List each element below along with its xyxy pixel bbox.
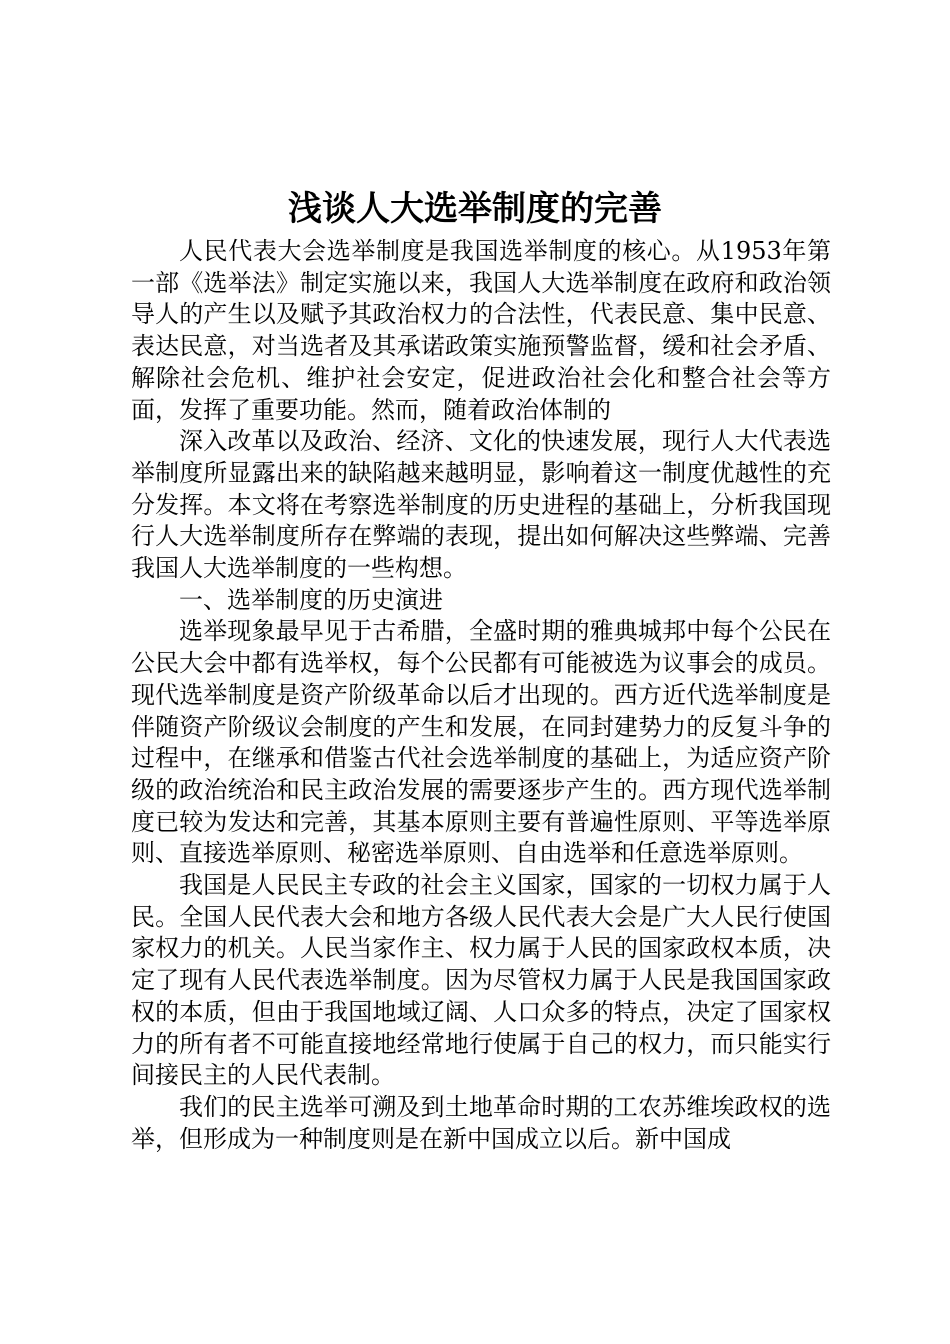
paragraph: 我们的民主选举可溯及到土地革命时期的工农苏维埃政权的选举，但形成为一种制度则是在新中国成立以后。新中国成 [131, 1092, 831, 1153]
document-title: 浅谈人大选举制度的完善 [288, 189, 662, 229]
section-heading: 一、选举制度的历史演进 [179, 585, 443, 614]
document-body [131, 236, 831, 1155]
paragraph: 选举现象最早见于古希腊，全盛时期的雅典城邦中每个公民在公民大会中都有选举权，每个公民都有可能被选为议事会的成员。现代选举制度是资产阶级革命以后才出现的。西方近代选举制度是伴随资产阶级议会制度的产生和发展，在同封建势力的反复斗争的过程中，在继承和借鉴古代社会选举制度的基础上，为适应资产阶级的政治统治和民主政治发展的需要逐步产生的。西方现代选举制度已较为发达和完善，其基本原则主要有普遍性原则、平等选举原则、直接选举原则、秘密选举原则、自由选举和任意选举原则。 [131, 617, 831, 868]
paragraph: 深入改革以及政治、经济、文化的快速发展，现行人大代表选举制度所显露出来的缺陷越来越明显，影响着这一制度优越性的充分发挥。本文将在考察选举制度的历史进程的基础上，分析我国现行人大选举制度所存在弊端的表现，提出如何解决这些弊端、完善我国人大选举制度的一些构想。 [131, 427, 831, 583]
paragraph: 人民代表大会选举制度是我国选举制度的核心。从1953年第一部《选举法》制定实施以来，我国人大选举制度在政府和政治领导人的产生以及赋予其政治权力的合法性，代表民意、集中民意、表达民意，对当选者及其承诺政策实施预警监督，缓和社会矛盾、解除社会危机、维护社会安定，促进政治社会化和整合社会等方面，发挥了重要功能。然而，随着政治体制的 [131, 237, 831, 424]
paragraph: 我国是人民民主专政的社会主义国家，国家的一切权力属于人民。全国人民代表大会和地方各级人民代表大会是广大人民行使国家权力的机关。人民当家作主、权力属于人民的国家政权本质，决定了现有人民代表选举制度。因为尽管权力属于人民是我国国家政权的本质，但由于我国地域辽阔、人口众多的特点，决定了国家权力的所有者不可能直接地经常地行使属于自己的权力，而只能实行间接民主的人民代表制。 [131, 871, 831, 1090]
